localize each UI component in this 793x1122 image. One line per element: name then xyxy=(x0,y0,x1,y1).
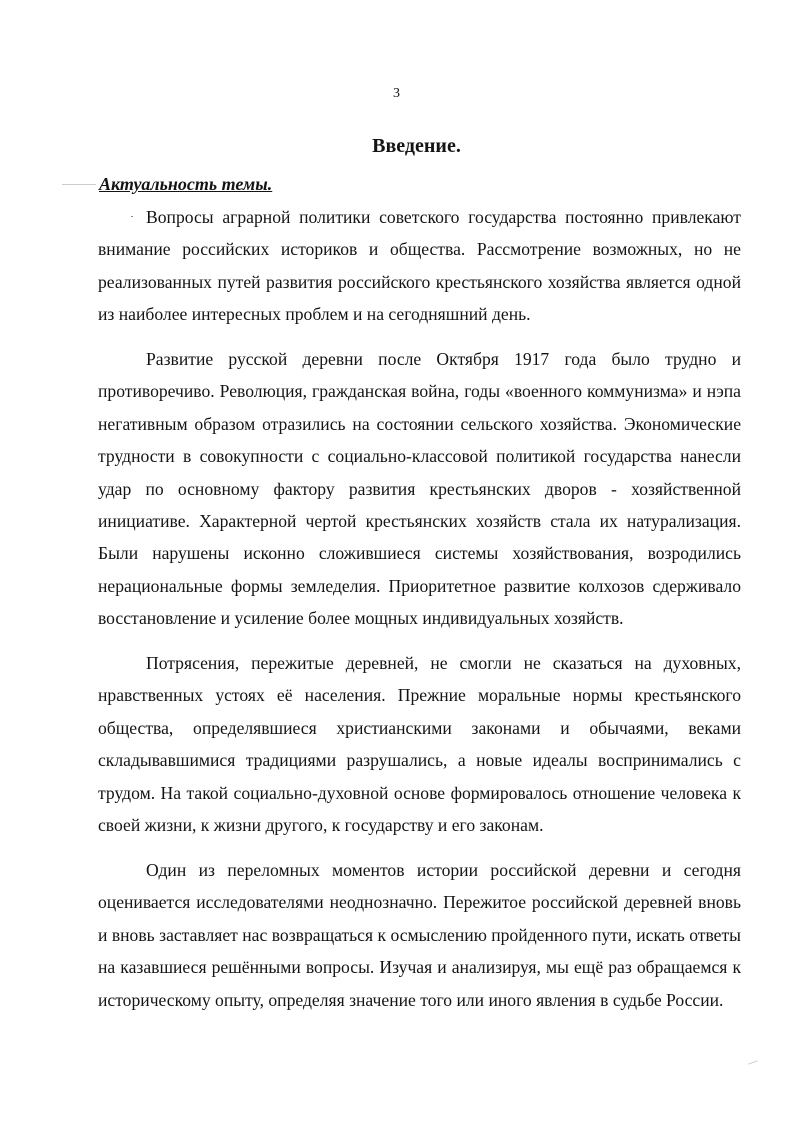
section-title: Введение. xyxy=(372,135,461,157)
page-number: 3 xyxy=(393,86,400,101)
scan-artifact-line xyxy=(748,1060,758,1064)
paragraph-2: Развитие русской деревни после Октября 1917 года было трудно и противоречиво. Революция, гражданская война, годы «военного коммунизма» и нэпа негативным образом отразились на состоянии сельского хозяйства. Экономические трудности в совокупности с социально-классовой политикой государства нанесли удар по основному фактору развития крестьянских дворов - хозяйственной инициативе. Характерной чертой крестьянских хозяйств стала их натурализация. Были нарушены исконно сложившиеся системы хозяйствования, возродились нерациональные формы земледелия. Приоритетное развитие колхозов сдерживало восстановление и усиление более мощных индивидуальных хозяйств. xyxy=(98,349,741,629)
paragraph-1: Вопросы аграрной политики советского государства постоянно привлекают внимание российских историков и общества. Рассмотрение возможных, но не реализованных путей развития российского крестьянского хозяйства является одной из наиболее интересных проблем и на сегодняшний день. xyxy=(98,207,741,325)
scan-artifact-line xyxy=(62,184,96,185)
scan-artifact-dot xyxy=(131,216,133,217)
body-text xyxy=(98,201,741,1028)
paragraph-4: Один из переломных моментов истории российской деревни и сегодня оценивается исследователями неоднозначно. Пережитое российской деревней вновь и вновь заставляет нас возвращаться к осмыслению пройденного пути, искать ответы на казавшиеся решёнными вопросы. Изучая и анализируя, мы ещё раз обращаемся к историческому опыту, определяя значение того или иного явления в судьбе России. xyxy=(98,859,741,1010)
subsection-heading: Актуальность темы. xyxy=(99,174,273,194)
paragraph-3: Потрясения, пережитые деревней, не смогли не сказаться на духовных, нравственных устоях её населения. Прежние моральные нормы крестьянского общества, определявшиеся христианскими законами и обычаями, веками складывавшимися традициями разрушались, а новые идеалы воспринимались с трудом. На такой социально-духовной основе формировалось отношение человека к своей жизни, к жизни другого, к государству и его законам. xyxy=(98,653,741,836)
